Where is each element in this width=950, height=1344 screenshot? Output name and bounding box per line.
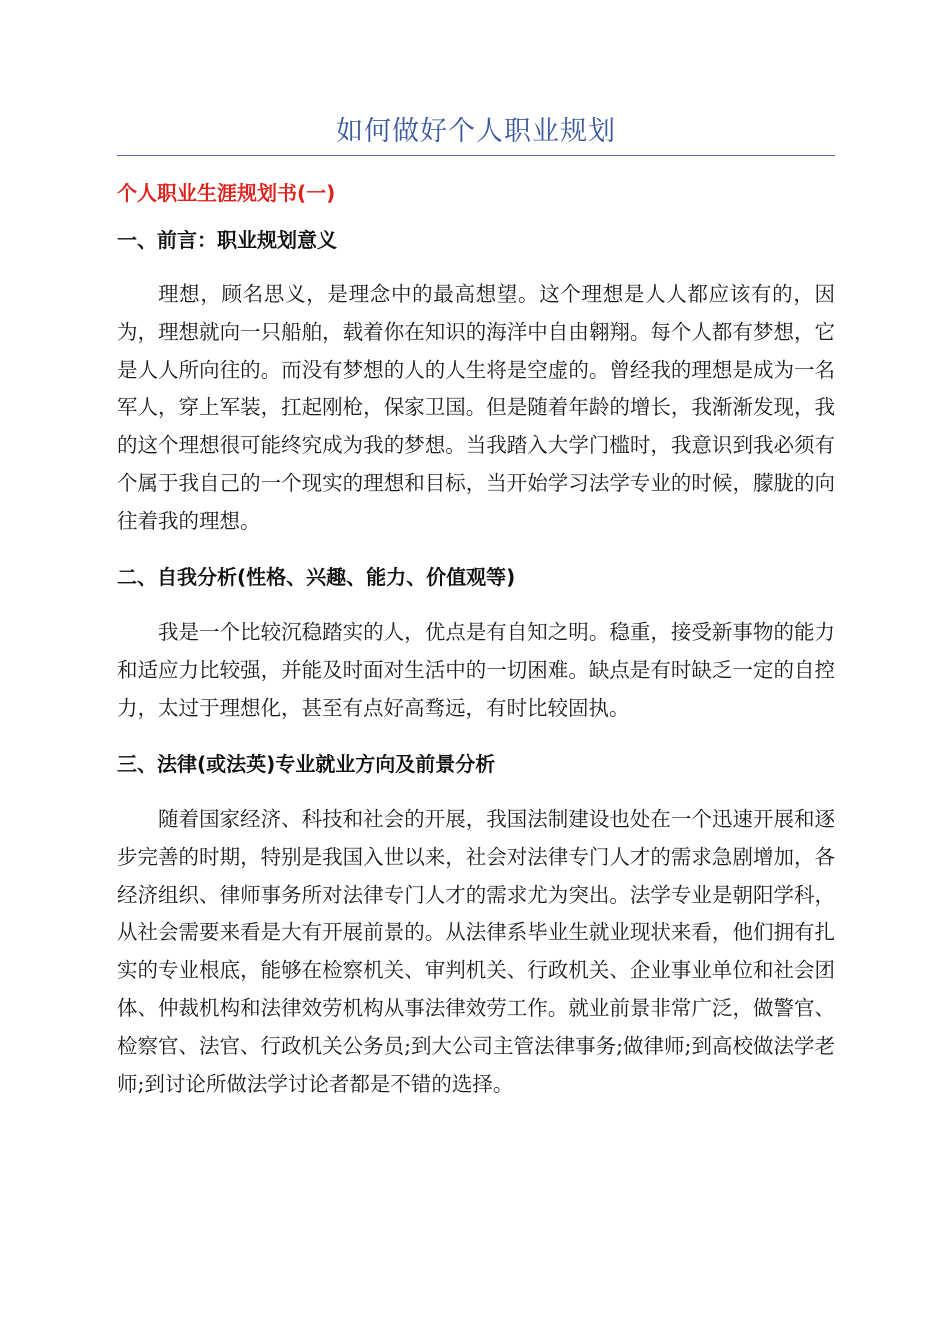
- section-body-career-outlook: 随着国家经济、科技和社会的开展，我国法制建设也处在一个迅速开展和逐步完善的时期，特别是我国入世以来，社会对法律专门人才的需求急剧增加，各经济组织、律师事务所对法律专门人才的需求尤为突出。法学专业是朝阳学科，从社会需要来看是大有开展前景的。从法律系毕业生就业现状来看，他们拥有扎实的专业根底，能够在检察机关、审判机关、行政机关、企业事业单位和社会团体、仲裁机构和法律效劳机构从事法律效劳工作。就业前景非常广泛，做警官、检察官、法官、行政机关公务员;到大公司主管法律事务;做律师;到高校做法学老师;到讨论所做法学讨论者都是不错的选择。: [117, 807, 835, 1096]
- section-heading-career-outlook: 三、法律(或法英)专业就业方向及前景分析: [117, 752, 496, 776]
- title-underline: [117, 155, 835, 156]
- document-title: 如何做好个人职业规划: [336, 116, 616, 147]
- section-heading-preface: 一、前言：职业规划意义: [117, 228, 337, 252]
- section-body-preface: 理想，顾名思义，是理念中的最高想望。这个理想是人人都应该有的，因为，理想就向一只船舶，载着你在知识的海洋中自由翱翔。每个人都有梦想，它是人人所向往的。而没有梦想的人的人生将是空虚的。曾经我的理想是成为一名军人，穿上军装，扛起刚枪，保家卫国。但是随着年龄的增长，我渐渐发现，我的这个理想很可能终究成为我的梦想。当我踏入大学门槛时，我意识到我必须有个属于我自己的一个现实的理想和目标，当开始学习法学专业的时候，朦胧的向往着我的理想。: [117, 282, 835, 533]
- section-heading-self-analysis: 二、自我分析(性格、兴趣、能力、价值观等): [117, 565, 516, 589]
- section-body-self-analysis: 我是一个比较沉稳踏实的人，优点是有自知之明。稳重，接受新事物的能力和适应力比较强，并能及时面对生活中的一切困难。缺点是有时缺乏一定的自控力，太过于理想化，甚至有点好高骛远，有时比较固执。: [117, 620, 835, 720]
- document-subtitle: 个人职业生涯规划书(一): [117, 181, 336, 205]
